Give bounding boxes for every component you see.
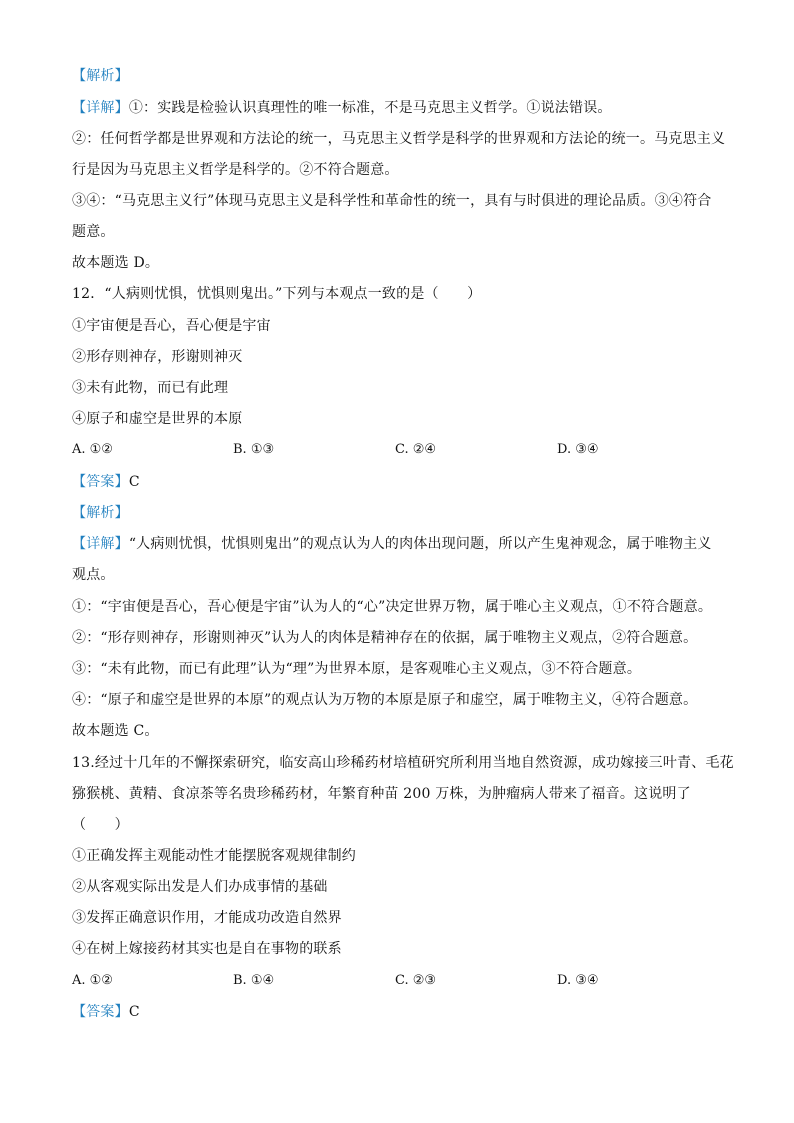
option-b: B. ①③ [233,442,275,457]
paragraph-2-line-2: 行是因为马克思主义哲学是科学的。②不符合题意。 [72,162,399,178]
detail-tag: 【详解】 [72,536,129,552]
paragraph-2-line-1: ②：任何哲学都是世界观和方法论的统一，马克思主义哲学是科学的世界观和方法论的统一。马克思主义 [72,131,726,147]
question-13-stem-line-2: 猕猴桃、黄精、食凉茶等名贵珍稀药材，年繁育种苗 200 万株，为肿瘤病人带来了福音。这说明了 [72,786,691,802]
question-12-item-2: ②形存则神存，形谢则神灭 [72,349,243,365]
question-12-analysis-heading: 【解析】 [72,505,129,521]
option-d: D. ③④ [557,442,599,457]
question-12-explain-1: ①：“宇宙便是吾心，吾心便是宇宙”认为人的“心”决定世界万物，属于唯心主义观点，①不符合题意。 [72,599,713,615]
question-12-item-3: ③未有此物，而已有此理 [72,380,229,396]
detail-tag: 【详解】 [72,100,129,116]
option-c: C. ②④ [395,442,437,457]
question-13-item-4: ④在树上嫁接药材其实也是自在事物的联系 [72,941,342,957]
answer-value: C [128,1004,140,1020]
question-13-item-2: ②从客观实际出发是人们办成事情的基础 [72,879,328,895]
answer-value: C [128,474,140,490]
question-13-item-1: ①正确发挥主观能动性才能摆脱客观规律制约 [72,848,356,864]
question-12-item-1: ①宇宙便是吾心，吾心便是宇宙 [72,318,271,334]
option-d: D. ③④ [557,973,599,988]
question-12-item-4: ④原子和虚空是世界的本原 [72,411,243,427]
question-12-detail-line-2: 观点。 [72,567,115,583]
answer-tag: 【答案】 [72,474,129,490]
question-12-explain-4: ④：“原子和虚空是世界的本原”的观点认为万物的本原是原子和虚空，属于唯物主义，④符合题意。 [72,692,698,708]
question-12-conclusion: 故本题选 C。 [72,723,159,739]
question-13-stem-line-3: （ ） [72,817,129,833]
question-13-answer [72,1002,722,1022]
question-13-stem-line-1: 13.经过十几年的不懈探索研究，临安高山珍稀药材培植研究所利用当地自然资源，成功嫁接三叶青、毛花 [72,755,734,771]
option-a: A. ①② [72,973,113,988]
question-12-detail-line-1 [72,534,722,554]
question-12-answer [72,472,722,492]
question-12-explain-2: ②：“形存则神存，形谢则神灭”认为人的肉体是精神存在的依据，属于唯物主义观点，②符合题意。 [72,630,698,646]
paragraph-34-line-2: 题意。 [72,224,115,240]
conclusion: 故本题选 D。 [72,255,160,271]
paragraph-34-line-1: ③④：“马克思主义行”体现马克思主义是科学性和革命性的统一，具有与时俱进的理论品质。③④符合 [72,193,712,209]
detail-text: “人病则忧惧，忧惧则鬼出”的观点认为人的肉体出现问题，所以产生鬼神观念，属于唯物主义 [128,536,712,552]
option-a: A. ①② [72,442,113,457]
detail-text: ①：实践是检验认识真理性的唯一标准，不是马克思主义哲学。①说法错误。 [128,100,612,116]
question-13-item-3: ③发挥正确意识作用，才能成功改造自然界 [72,910,342,926]
detail-paragraph [72,98,722,118]
option-c: C. ②③ [395,973,437,988]
question-12-explain-3: ③：“未有此物，而已有此理”认为“理”为世界本原，是客观唯心主义观点，③不符合题意。 [72,661,642,677]
analysis-heading: 【解析】 [72,68,129,84]
option-b: B. ①④ [233,973,275,988]
answer-tag: 【答案】 [72,1004,129,1020]
question-12-stem: 12．“人病则忧惧，忧惧则鬼出。”下列与本观点一致的是（ ） [72,286,482,302]
